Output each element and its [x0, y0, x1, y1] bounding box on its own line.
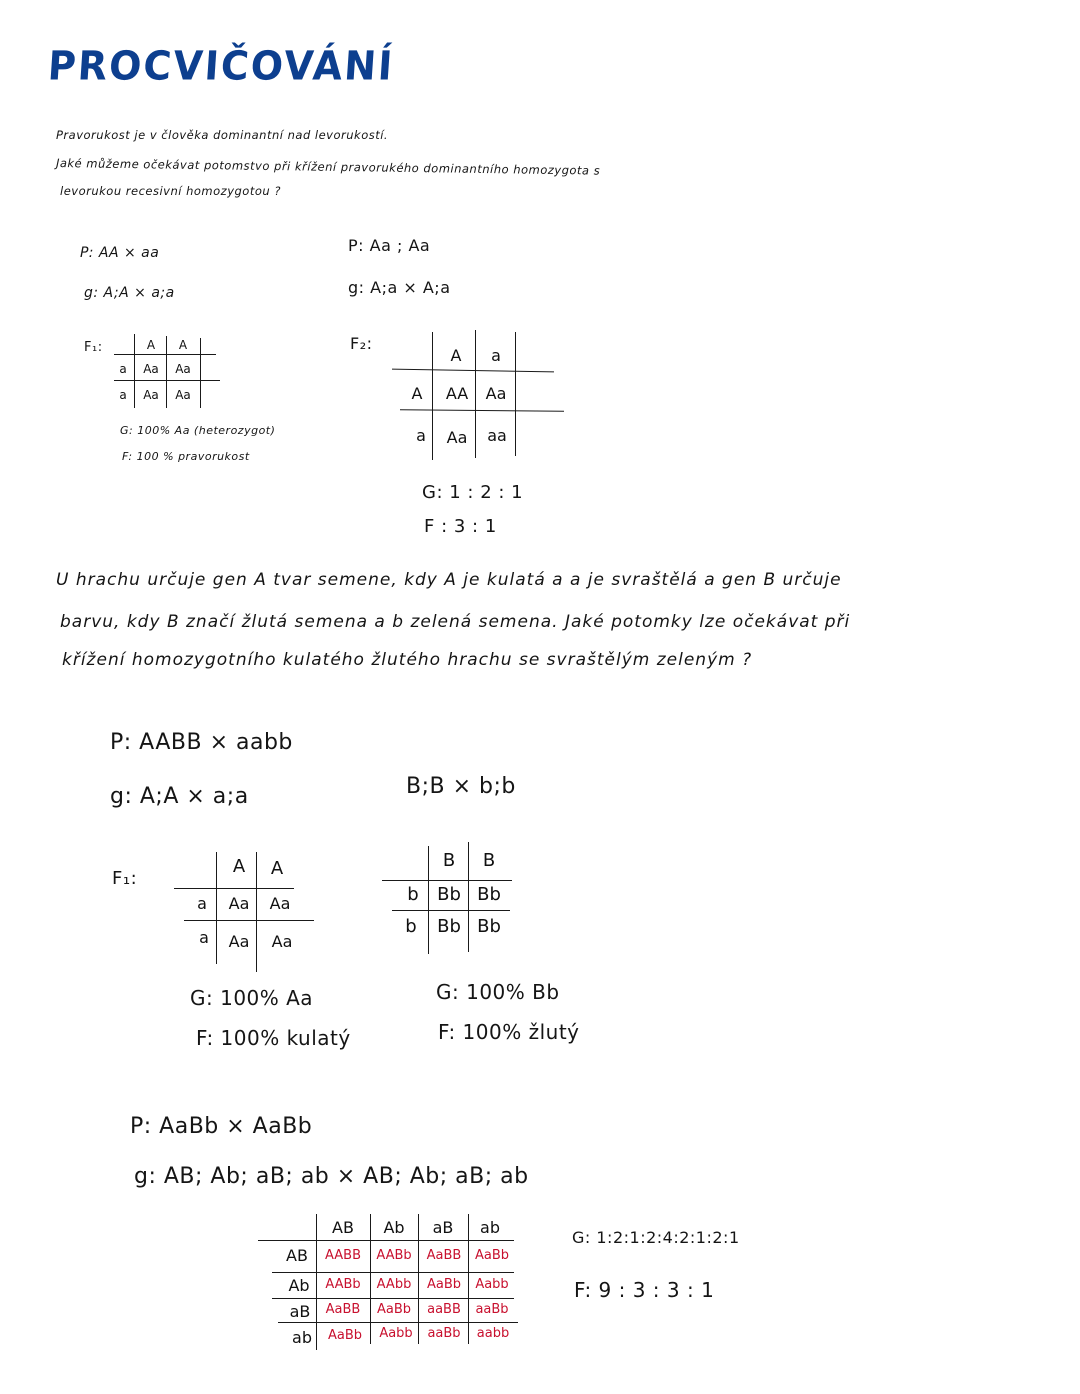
row-header: a — [416, 426, 426, 445]
table-cell: aa — [487, 426, 507, 445]
exercise2-text-line: barvu, kdy B značí žlutá semena a b zelená semena. Jaké potomky lze očekávat při — [60, 612, 851, 632]
ex1-phenotype-result: F: 100 % pravorukost — [122, 450, 250, 463]
row-header: b — [405, 916, 417, 937]
table-cell: Bb — [437, 884, 461, 905]
col-header: A — [270, 858, 284, 879]
grid-line — [400, 409, 564, 412]
table-cell: aaBB — [427, 1302, 461, 1317]
col-header: A — [450, 346, 462, 365]
ex3-gametes: g: AB; Ab; aB; ab × AB; Ab; aB; ab — [134, 1164, 529, 1189]
col-header: a — [491, 346, 501, 365]
table-cell: Aabb — [475, 1277, 509, 1292]
col-header: AB — [332, 1218, 354, 1237]
ex2-gametes-b: B;B × b;b — [406, 774, 516, 799]
row-header: a — [119, 362, 127, 376]
row-header: a — [119, 388, 127, 402]
row-header: A — [411, 384, 423, 403]
grid-line — [428, 846, 429, 954]
table-cell: AA — [445, 384, 469, 403]
table-cell: AaBb — [327, 1328, 363, 1343]
ex1-parents: P: AA × aa — [80, 245, 160, 261]
table-cell: AABB — [325, 1248, 361, 1263]
grid-line — [258, 1240, 514, 1241]
row-header: a — [197, 894, 207, 913]
ex1-genotype-result: G: 100% Aa (heterozygot) — [120, 424, 276, 437]
table-cell: Aa — [269, 894, 291, 913]
grid-line — [278, 1322, 518, 1323]
row-header: Ab — [288, 1276, 310, 1295]
grid-line — [184, 920, 314, 921]
ex2-phenotype-a: F: 100% kulatý — [196, 1026, 351, 1050]
table-cell: AaBb — [376, 1302, 412, 1317]
exercise2-text-line: křížení homozygotního kulatého žlutého hrachu se svraštělým zeleným ? — [62, 650, 753, 670]
ex1b-gametes: g: A;a × A;a — [348, 278, 451, 297]
table-cell: Aa — [446, 428, 468, 447]
ex2-phenotype-b: F: 100% žlutý — [438, 1020, 580, 1044]
grid-line — [272, 1272, 514, 1273]
table-cell: Bb — [477, 884, 501, 905]
col-header: A — [146, 338, 156, 352]
table-cell: AaBB — [426, 1248, 462, 1263]
exercise2-text-line: U hrachu určuje gen A tvar semene, kdy A je kulatá a a je svraštělá a gen B určuje — [56, 570, 842, 590]
ex1b-parents: P: Aa ; Aa — [348, 236, 431, 255]
ex2-genotype-a: G: 100% Aa — [190, 986, 314, 1010]
grid-line — [432, 332, 433, 460]
col-header: A — [232, 856, 246, 877]
ex3-phenotype-ratio: F: 9 : 3 : 3 : 1 — [574, 1278, 715, 1302]
ex3-parents: P: AaBb × AaBb — [130, 1114, 313, 1139]
col-header: aB — [432, 1218, 454, 1237]
grid-line — [134, 334, 135, 408]
table-cell: AABb — [325, 1277, 361, 1292]
grid-line — [392, 910, 510, 911]
table-cell: aaBb — [475, 1302, 509, 1317]
ex2-genotype-b: G: 100% Bb — [436, 980, 560, 1004]
table-cell: Aabb — [379, 1326, 413, 1341]
grid-line — [200, 338, 201, 408]
exercise1-text-line: Pravorukost je v člověka dominantní nad levorukostí. — [56, 128, 389, 142]
exercise1-text-line: Jaké můžeme očekávat potomstvo při křížení pravorukého dominantního homozygota s — [55, 156, 601, 178]
ex1-gametes: g: A;A × a;a — [84, 285, 175, 301]
grid-line — [166, 336, 167, 408]
table-cell: AAbb — [376, 1277, 412, 1292]
ex1b-phenotype-result: F : 3 : 1 — [424, 516, 497, 537]
ex1-f1-label: F₁: — [84, 340, 103, 355]
row-header: aB — [289, 1302, 311, 1321]
grid-line — [468, 842, 469, 952]
col-header: ab — [480, 1218, 500, 1237]
row-header: a — [199, 928, 209, 947]
page-title: PROCVIČOVÁNÍ — [46, 42, 396, 90]
table-cell: aabb — [476, 1326, 510, 1341]
table-cell: aaBb — [427, 1326, 461, 1341]
ex2-f1-label: F₁: — [112, 868, 138, 889]
grid-line — [174, 888, 294, 889]
table-cell: Aa — [143, 362, 159, 376]
col-header: A — [178, 338, 188, 352]
table-cell: Aa — [271, 932, 293, 951]
table-cell: Aa — [228, 894, 250, 913]
table-cell: Aa — [143, 388, 159, 402]
table-cell: AaBB — [325, 1302, 361, 1317]
row-header: AB — [286, 1246, 308, 1265]
table-cell: AABb — [376, 1248, 412, 1263]
table-cell: AaBb — [426, 1277, 462, 1292]
table-cell: Aa — [175, 362, 191, 376]
grid-line — [272, 1298, 514, 1299]
col-header: B — [442, 850, 456, 871]
ex3-genotype-ratio: G: 1:2:1:2:4:2:1:2:1 — [572, 1228, 740, 1247]
table-cell: Bb — [477, 916, 501, 937]
table-cell: Bb — [437, 916, 461, 937]
table-cell: AaBb — [474, 1248, 510, 1263]
row-header: ab — [292, 1328, 312, 1347]
grid-line — [382, 880, 512, 881]
ex2-gametes-a: g: A;A × a;a — [110, 784, 249, 809]
ex1b-genotype-result: G: 1 : 2 : 1 — [422, 482, 524, 503]
table-cell: Aa — [175, 388, 191, 402]
ex2-parents: P: AABB × aabb — [110, 730, 293, 755]
grid-line — [392, 369, 554, 373]
col-header: B — [482, 850, 496, 871]
table-cell: Aa — [485, 384, 507, 403]
grid-line — [216, 852, 217, 964]
ex1b-f2-label: F₂: — [350, 334, 373, 353]
grid-line — [256, 852, 257, 972]
col-header: Ab — [383, 1218, 405, 1237]
table-cell: Aa — [228, 932, 250, 951]
row-header: b — [407, 884, 419, 905]
exercise1-text-line: levorukou recesivní homozygotou ? — [60, 184, 281, 198]
